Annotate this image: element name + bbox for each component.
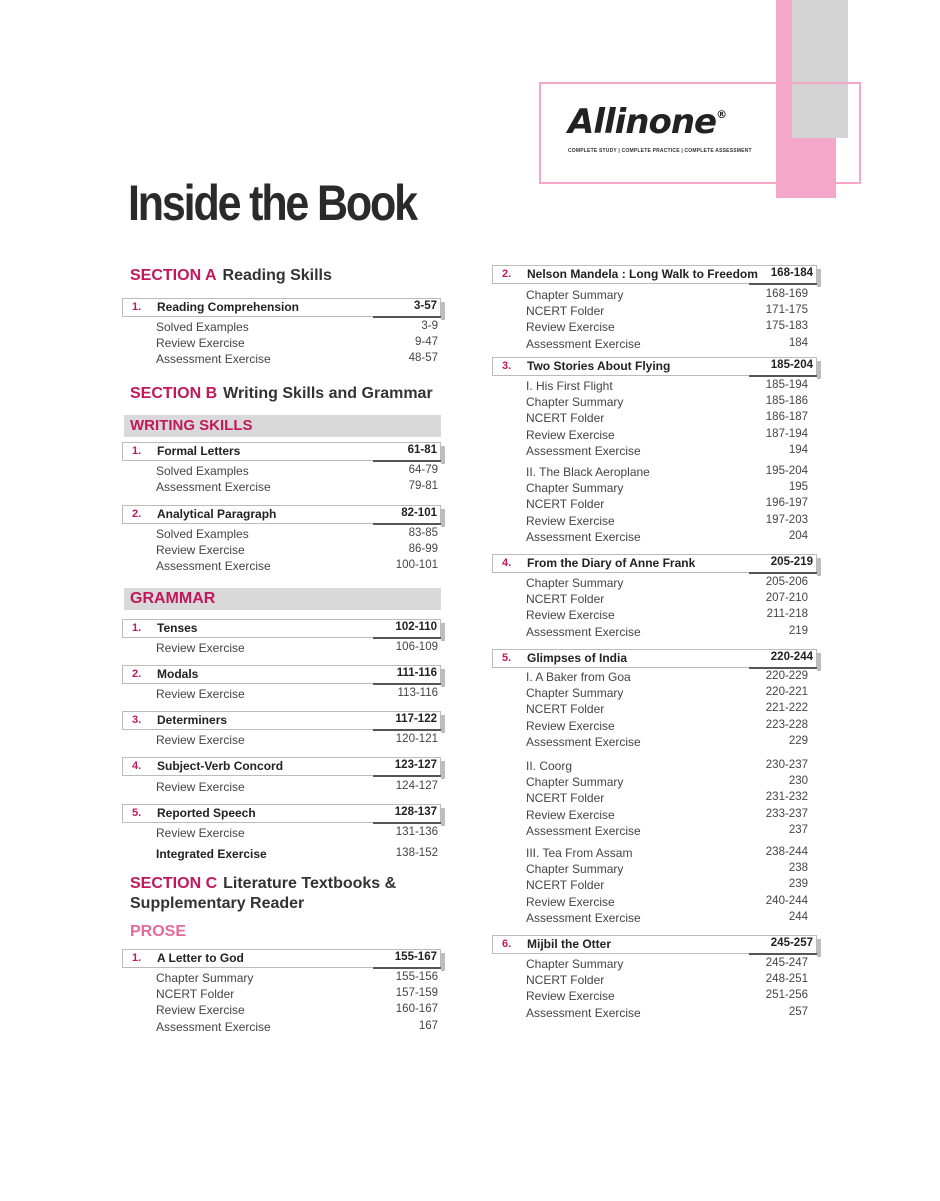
- toc-item-label: III. Tea From Assam: [526, 846, 633, 860]
- chapter-underline: [749, 953, 817, 955]
- chapter-pages: 111-116: [396, 667, 437, 679]
- toc-item-pages: 211-218: [766, 608, 808, 621]
- toc-item-label: Review Exercise: [526, 894, 615, 909]
- chapter-title: Formal Letters: [157, 444, 241, 458]
- toc-item-pages: 187-194: [765, 427, 808, 440]
- toc-item-label: Review Exercise: [526, 320, 615, 335]
- chapter-title: Modals: [157, 667, 199, 681]
- chapter-title: Analytical Paragraph: [157, 507, 277, 521]
- toc-item-label: Review Exercise: [156, 780, 245, 794]
- toc-item-label: Review Exercise: [526, 427, 615, 442]
- toc-item-label: Assessment Exercise: [156, 480, 271, 495]
- chapter-number: 1.: [132, 445, 142, 457]
- toc-item-pages: 48-57: [408, 352, 438, 365]
- toc-item[interactable]: [526, 862, 808, 876]
- toc-item[interactable]: [156, 352, 438, 366]
- chapter-two-stories-about-flying[interactable]: [492, 357, 817, 376]
- toc-item[interactable]: [526, 608, 808, 622]
- toc-item-pages: 221-222: [765, 702, 808, 715]
- chapter-number: 3.: [132, 714, 142, 726]
- chapter-pages: 102-110: [395, 621, 437, 633]
- chapter-number: 1.: [132, 952, 142, 964]
- toc-item[interactable]: [526, 878, 808, 892]
- toc-item-pages: 220-221: [765, 686, 808, 699]
- chapter-pages: 123-127: [394, 759, 437, 771]
- toc-item-label: NCERT Folder: [526, 411, 605, 426]
- toc-item-label: Assessment Exercise: [526, 910, 641, 925]
- chapter-underline: [749, 375, 817, 377]
- chapter-pages: 82-101: [401, 507, 437, 519]
- toc-item-pages: 100-101: [395, 559, 438, 572]
- chapter-pages: 220-244: [770, 651, 813, 663]
- toc-item-pages: 248-251: [765, 973, 808, 986]
- toc-item[interactable]: [526, 895, 808, 909]
- chapter-number: 6.: [502, 938, 512, 950]
- toc-item-label: Chapter Summary: [156, 971, 254, 985]
- chapter-modals[interactable]: [122, 665, 441, 684]
- toc-item[interactable]: [526, 625, 808, 639]
- toc-item[interactable]: [156, 780, 438, 794]
- chapter-tenses[interactable]: [122, 619, 441, 638]
- toc-item-label: Review Exercise: [526, 989, 615, 1004]
- chapter-underline: [373, 775, 441, 777]
- toc-item[interactable]: [526, 973, 808, 987]
- chapter-number: 1.: [132, 622, 142, 634]
- toc-item-label: Solved Examples: [156, 320, 249, 334]
- chapter-number: 2.: [132, 508, 142, 520]
- toc-item-pages: 168-169: [765, 288, 808, 300]
- chapter-number: 1.: [132, 301, 142, 313]
- toc-item-pages: 197-203: [765, 513, 808, 526]
- toc-item-pages: 196-197: [765, 497, 808, 510]
- toc-item-label: Assessment Exercise: [526, 624, 641, 639]
- toc-item-pages: 244: [788, 910, 808, 923]
- toc-item[interactable]: [526, 702, 808, 716]
- toc-item-pages: 220-229: [765, 670, 808, 682]
- toc-item[interactable]: [156, 733, 438, 747]
- toc-item[interactable]: [156, 641, 438, 655]
- toc-item-label: Review Exercise: [156, 1003, 245, 1018]
- toc-item-pages: 230-237: [765, 759, 808, 771]
- toc-item[interactable]: [156, 480, 438, 494]
- toc-item[interactable]: [526, 428, 808, 442]
- toc-item-pages: 238: [788, 862, 808, 875]
- toc-item-pages: 251-256: [765, 989, 808, 1002]
- chapter-title: From the Diary of Anne Frank: [527, 556, 696, 570]
- toc-item-pages: 3-9: [421, 320, 438, 332]
- toc-item-pages: 194: [788, 443, 808, 456]
- chapter-underline: [373, 967, 441, 969]
- toc-item[interactable]: [526, 288, 808, 302]
- toc-item-pages: 204: [788, 529, 808, 542]
- section-b-heading: SECTION B Writing Skills and Grammar: [130, 385, 433, 402]
- toc-item[interactable]: [526, 686, 808, 700]
- chapter-analytical-paragraph[interactable]: [122, 505, 441, 524]
- chapter-underline: [749, 667, 817, 669]
- toc-item-pages: 195: [788, 481, 808, 494]
- toc-item-label: Assessment Exercise: [526, 529, 641, 544]
- toc-item[interactable]: [526, 379, 808, 393]
- chapter-glimpses-of-india[interactable]: [492, 649, 817, 668]
- toc-item-label: Assessment Exercise: [156, 559, 271, 574]
- toc-item[interactable]: [526, 824, 808, 838]
- chapter-underline: [373, 637, 441, 639]
- toc-item-label: Assessment Exercise: [156, 352, 271, 367]
- toc-item-pages: 195-204: [765, 465, 808, 477]
- toc-item[interactable]: [526, 775, 808, 789]
- toc-item-pages: 186-187: [765, 411, 808, 424]
- toc-item-label: Assessment Exercise: [526, 1005, 641, 1020]
- toc-item[interactable]: [526, 759, 808, 773]
- toc-item[interactable]: [526, 592, 808, 606]
- toc-item-label: Chapter Summary: [526, 686, 624, 701]
- toc-item[interactable]: [526, 320, 808, 334]
- toc-item-label: Assessment Exercise: [156, 1019, 271, 1034]
- toc-item[interactable]: [156, 826, 438, 840]
- chapter-title: Two Stories About Flying: [527, 359, 671, 373]
- chapter-pages: 168-184: [770, 267, 813, 279]
- toc-item[interactable]: [526, 530, 808, 544]
- toc-item-label: Review Exercise: [156, 733, 245, 747]
- toc-item-label: Chapter Summary: [526, 862, 624, 877]
- chapter-number: 2.: [132, 668, 142, 680]
- toc-item-pages: 223-228: [765, 718, 808, 731]
- toc-item-pages: 184: [788, 336, 808, 349]
- toc-item[interactable]: [526, 957, 808, 971]
- toc-item-label: NCERT Folder: [156, 987, 235, 1002]
- toc-item-label: II. The Black Aeroplane: [526, 465, 650, 479]
- toc-item-label: Chapter Summary: [526, 288, 624, 302]
- toc-item[interactable]: [156, 543, 438, 557]
- toc-item-pages: 239: [788, 878, 808, 891]
- chapter-number: 4.: [502, 557, 512, 569]
- toc-item-label: NCERT Folder: [526, 973, 605, 988]
- chapter-number: 3.: [502, 360, 512, 372]
- toc-item[interactable]: [526, 1006, 808, 1020]
- toc-item-label: Chapter Summary: [526, 576, 624, 590]
- toc-item-label: Solved Examples: [156, 464, 249, 478]
- toc-item-label: Chapter Summary: [526, 395, 624, 410]
- integrated-exercise[interactable]: [156, 847, 438, 861]
- chapter-underline: [373, 523, 441, 525]
- integrated-exercise-pages: 138-152: [395, 847, 438, 859]
- chapter-title: Reported Speech: [157, 806, 256, 820]
- chapter-number: 5.: [132, 807, 142, 819]
- toc-item-pages: 9-47: [414, 336, 438, 349]
- chapter-diary-of-anne-frank[interactable]: [492, 554, 817, 573]
- chapter-title: Subject-Verb Concord: [157, 759, 284, 773]
- brand-tagline: COMPLETE STUDY | COMPLETE PRACTICE | COMPLETE ASSESSMENT: [568, 148, 752, 154]
- toc-item[interactable]: [526, 395, 808, 409]
- toc-item-pages: 160-167: [395, 1003, 438, 1016]
- chapter-formal-letters[interactable]: [122, 442, 441, 461]
- toc-item-pages: 86-99: [408, 543, 438, 556]
- toc-item-pages: 79-81: [408, 480, 438, 493]
- toc-item-pages: 157-159: [395, 987, 438, 1000]
- toc-item[interactable]: [526, 444, 808, 458]
- toc-item[interactable]: [526, 576, 808, 590]
- chapter-determiners[interactable]: [122, 711, 441, 730]
- toc-item-label: Review Exercise: [526, 513, 615, 528]
- toc-item-label: Assessment Exercise: [526, 734, 641, 749]
- toc-item-pages: 113-116: [397, 687, 438, 699]
- section-a-heading: SECTION A Reading Skills: [130, 267, 332, 284]
- toc-item-label: I. His First Flight: [526, 379, 613, 393]
- toc-item-pages: 233-237: [765, 807, 808, 820]
- chapter-title: A Letter to God: [157, 951, 244, 965]
- toc-item[interactable]: [526, 791, 808, 805]
- toc-item-label: Review Exercise: [156, 641, 245, 655]
- toc-item-pages: 245-247: [765, 957, 808, 969]
- toc-item-label: NCERT Folder: [526, 592, 605, 607]
- toc-item-label: Review Exercise: [156, 826, 245, 840]
- toc-item[interactable]: [156, 1020, 438, 1034]
- toc-item[interactable]: [526, 911, 808, 925]
- toc-item-pages: 237: [788, 823, 808, 836]
- toc-item-pages: 106-109: [395, 641, 438, 653]
- toc-item-label: Chapter Summary: [526, 957, 624, 971]
- toc-item[interactable]: [526, 735, 808, 749]
- toc-item-label: Review Exercise: [156, 336, 245, 351]
- chapter-pages: 3-57: [413, 300, 437, 312]
- chapter-nelson-mandela[interactable]: [492, 265, 817, 284]
- toc-item-pages: 131-136: [395, 826, 438, 838]
- chapter-title: Reading Comprehension: [157, 300, 300, 314]
- toc-item-pages: 238-244: [765, 846, 808, 858]
- toc-item[interactable]: [526, 670, 808, 684]
- toc-item[interactable]: [156, 971, 438, 985]
- toc-item-label: Chapter Summary: [526, 481, 624, 496]
- chapter-title: Glimpses of India: [527, 651, 628, 665]
- chapter-subject-verb-concord[interactable]: [122, 757, 441, 776]
- chapter-underline: [373, 460, 441, 462]
- toc-item-pages: 155-156: [395, 971, 438, 983]
- brand-logo: Allinone®: [568, 102, 727, 142]
- integrated-exercise-label: Integrated Exercise: [156, 847, 267, 861]
- toc-item[interactable]: [156, 559, 438, 573]
- toc-item-label: NCERT Folder: [526, 702, 605, 717]
- toc-item-label: NCERT Folder: [526, 497, 605, 512]
- toc-item[interactable]: [526, 846, 808, 860]
- toc-item-pages: 219: [788, 624, 808, 637]
- chapter-pages: 245-257: [770, 937, 813, 949]
- toc-item-label: NCERT Folder: [526, 878, 605, 893]
- toc-item[interactable]: [526, 481, 808, 495]
- toc-item-label: Review Exercise: [526, 718, 615, 733]
- toc-item-pages: 175-183: [765, 320, 808, 333]
- toc-item-label: Assessment Exercise: [526, 823, 641, 838]
- chapter-a-letter-to-god[interactable]: [122, 949, 441, 968]
- toc-item-pages: 167: [418, 1019, 438, 1032]
- chapter-number: 2.: [502, 268, 512, 280]
- chapter-pages: 155-167: [394, 951, 437, 963]
- chapter-pages: 128-137: [394, 806, 437, 818]
- toc-item-pages: 64-79: [408, 464, 438, 476]
- chapter-pages: 117-122: [395, 713, 437, 725]
- chapter-underline: [749, 572, 817, 574]
- toc-item-label: Review Exercise: [156, 543, 245, 558]
- toc-item-pages: 185-194: [765, 379, 808, 391]
- chapter-reported-speech[interactable]: [122, 804, 441, 823]
- toc-item[interactable]: [526, 304, 808, 318]
- toc-item-label: Assessment Exercise: [526, 336, 641, 351]
- toc-item-label: I. A Baker from Goa: [526, 670, 631, 684]
- writing-skills-band: WRITING SKILLS: [124, 415, 441, 437]
- toc-item-pages: 257: [788, 1005, 808, 1018]
- chapter-title: Determiners: [157, 713, 228, 727]
- toc-item[interactable]: [526, 989, 808, 1003]
- toc-item-pages: 231-232: [765, 791, 808, 804]
- toc-item-pages: 229: [788, 734, 808, 747]
- prose-heading: PROSE: [130, 923, 187, 940]
- chapter-reading-comprehension[interactable]: [122, 298, 441, 317]
- chapter-number: 5.: [502, 652, 512, 664]
- toc-item[interactable]: [526, 719, 808, 733]
- toc-item[interactable]: [156, 687, 438, 701]
- toc-item[interactable]: [526, 514, 808, 528]
- toc-item-label: Chapter Summary: [526, 775, 624, 790]
- chapter-title: Tenses: [157, 621, 198, 635]
- chapter-underline: [373, 683, 441, 685]
- toc-item-pages: 83-85: [408, 527, 438, 539]
- toc-item[interactable]: [526, 411, 808, 425]
- toc-item-pages: 207-210: [765, 592, 808, 605]
- chapter-title: Nelson Mandela : Long Walk to Freedom: [527, 267, 758, 281]
- toc-item[interactable]: [526, 497, 808, 511]
- toc-item-pages: 171-175: [765, 304, 808, 317]
- toc-item-label: Review Exercise: [526, 608, 615, 623]
- toc-item-label: II. Coorg: [526, 759, 573, 773]
- toc-item[interactable]: [526, 808, 808, 822]
- toc-item[interactable]: [526, 465, 808, 479]
- chapter-underline: [749, 283, 817, 285]
- toc-item-label: Review Exercise: [526, 807, 615, 822]
- toc-item-label: Assessment Exercise: [526, 443, 641, 458]
- toc-item[interactable]: [526, 337, 808, 351]
- toc-item[interactable]: [156, 320, 438, 334]
- chapter-underline: [373, 316, 441, 318]
- toc-item-pages: 120-121: [395, 733, 438, 745]
- toc-item[interactable]: [156, 987, 438, 1001]
- chapter-title: Mijbil the Otter: [527, 937, 611, 951]
- chapter-number: 4.: [132, 760, 142, 772]
- grammar-band: GRAMMAR: [124, 588, 441, 610]
- chapter-underline: [373, 822, 441, 824]
- chapter-pages: 205-219: [770, 556, 813, 568]
- toc-item[interactable]: [156, 464, 438, 478]
- toc-item-label: NCERT Folder: [526, 304, 605, 319]
- chapter-mijbil-the-otter[interactable]: [492, 935, 817, 954]
- toc-item-label: Solved Examples: [156, 527, 249, 541]
- toc-item[interactable]: [156, 527, 438, 541]
- page-title: Inside the Book: [128, 175, 416, 231]
- toc-item-label: NCERT Folder: [526, 791, 605, 806]
- toc-item-label: Review Exercise: [156, 687, 245, 701]
- toc-item-pages: 230: [788, 775, 808, 788]
- chapter-underline: [373, 729, 441, 731]
- toc-item[interactable]: [156, 336, 438, 350]
- section-c-heading: SECTION C Literature Textbooks &: [130, 875, 397, 892]
- toc-item-pages: 124-127: [395, 780, 438, 792]
- chapter-pages: 185-204: [770, 359, 813, 371]
- toc-item-pages: 185-186: [765, 395, 808, 408]
- toc-item-pages: 205-206: [765, 576, 808, 588]
- section-c-heading-line2: Supplementary Reader: [130, 895, 305, 912]
- toc-item[interactable]: [156, 1003, 438, 1017]
- toc-item-pages: 240-244: [765, 894, 808, 907]
- chapter-pages: 61-81: [407, 444, 437, 456]
